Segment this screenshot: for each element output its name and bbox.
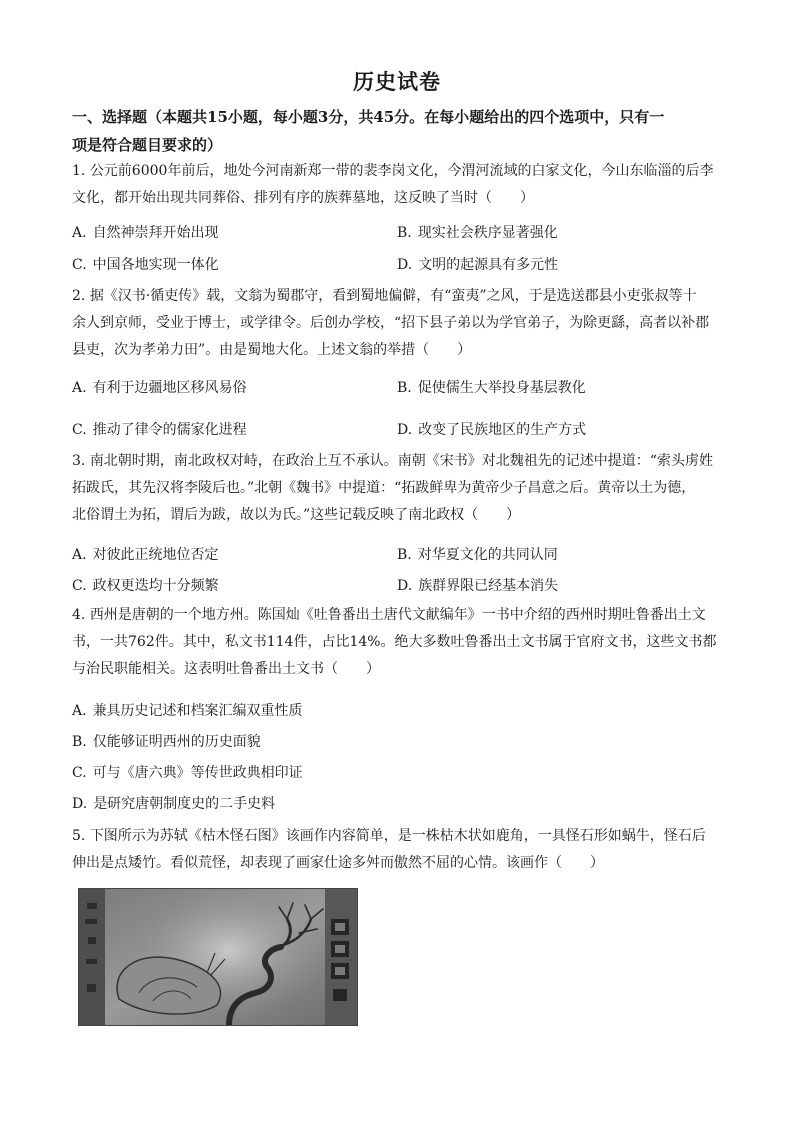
question-number: 4.: [72, 607, 86, 623]
question-3: [72, 448, 724, 529]
option-2d[interactable]: D. 改变了民族地区的生产方式: [397, 422, 587, 438]
option-4a[interactable]: A. 兼具历史记述和档案汇编双重性质: [72, 703, 303, 719]
option-2a[interactable]: A. 有利于边疆地区移风易俗: [72, 380, 247, 396]
dead-tree-strange-rock-painting: [79, 889, 357, 1025]
question-number: 5.: [72, 828, 86, 844]
question-line: 书，一共762件。其中，私文书114件，占比14%。绝大多数吐鲁番出土文书属于官府文书，这些文书都: [72, 634, 717, 650]
question-4: [72, 602, 724, 683]
question-line: 4. 西州是唐朝的一个地方州。陈国灿《吐鲁番出土唐代文献编年》一书中介绍的西州时期吐鲁番出土文: [72, 607, 706, 623]
question-line: 2. 据《汉书·循吏传》载，文翁为蜀郡守，看到蜀地偏僻，有“蛮夷”之风，于是选送郡县小吏张叔等十: [72, 288, 697, 304]
painting-image: [78, 888, 358, 1026]
question-line: 县吏，次为孝弟力田”。由是蜀地大化。上述文翁的举措（ ）: [72, 342, 472, 358]
question-line: 余人到京师，受业于博士，或学律令。后创办学校，“招下县子弟以为学官弟子，为除更繇，高者以补郡: [72, 315, 710, 331]
option-1b[interactable]: B. 现实社会秩序显著强化: [397, 225, 558, 241]
section-heading-line: 一、选择题（本题共15小题，每小题3分，共45分。在每小题给出的四个选项中，只有一: [72, 108, 665, 126]
question-2: [72, 283, 724, 364]
question-line: 伸出是点矮竹。看似荒怪，却表现了画家仕途多舛而傲然不屈的心情。该画作（ ）: [72, 855, 604, 871]
section-heading: [72, 103, 724, 159]
question-number: 3.: [72, 453, 86, 469]
option-4b[interactable]: B. 仅能够证明西州的历史面貌: [72, 734, 261, 750]
question-line: 3. 南北朝时期，南北政权对峙，在政治上互不承认。南朝《宋书》对北魏祖先的记述中提道：“索头虏姓: [72, 453, 713, 469]
question-line: 拓跋氏，其先汉将李陵后也。”北朝《魏书》中提道：“拓跋鲜卑为黄帝少子昌意之后。黄帝以土为德，: [72, 480, 696, 496]
question-number: 2.: [72, 288, 86, 304]
option-2c[interactable]: C. 推动了律令的儒家化进程: [72, 422, 247, 438]
option-4d[interactable]: D. 是研究唐朝制度史的二手史料: [72, 796, 276, 812]
page-title: 历史试卷: [353, 69, 441, 94]
question-line: 北俗谓土为拓，谓后为跋，故以为氏。”这些记载反映了南北政权（ ）: [72, 507, 521, 523]
question-line: 与治民职能相关。这表明吐鲁番出土文书（ ）: [72, 661, 380, 677]
question-number: 1.: [72, 163, 86, 179]
option-3d[interactable]: D. 族群界限已经基本消失: [397, 578, 559, 594]
option-2b[interactable]: B. 促使儒生大举投身基层教化: [397, 380, 586, 396]
option-3b[interactable]: B. 对华夏文化的共同认同: [397, 547, 558, 563]
question-1: [72, 158, 724, 212]
section-heading-line: 项是符合题目要求的）: [72, 136, 223, 154]
option-3a[interactable]: A. 对彼此正统地位否定: [72, 547, 219, 563]
question-5: [72, 823, 724, 877]
option-1c[interactable]: C. 中国各地实现一体化: [72, 257, 219, 273]
option-3c[interactable]: C. 政权更迭均十分频繁: [72, 578, 219, 594]
option-1a[interactable]: A. 自然神崇拜开始出现: [72, 225, 219, 241]
option-4c[interactable]: C. 可与《唐六典》等传世政典相印证: [72, 765, 303, 781]
question-line: 文化，都开始出现共同葬俗、排列有序的族葬墓地，这反映了当时（ ）: [72, 190, 534, 206]
option-1d[interactable]: D. 文明的起源具有多元性: [397, 257, 559, 273]
question-line: 5. 下图所示为苏轼《枯木怪石图》该画作内容简单，是一株枯木状如鹿角，一具怪石形如蜗牛，怪石后: [72, 828, 706, 844]
question-line: 1. 公元前6000年前后，地处今河南新郑一带的裴李岗文化，今渭河流域的白家文化，今山东临淄的后李: [72, 163, 714, 179]
